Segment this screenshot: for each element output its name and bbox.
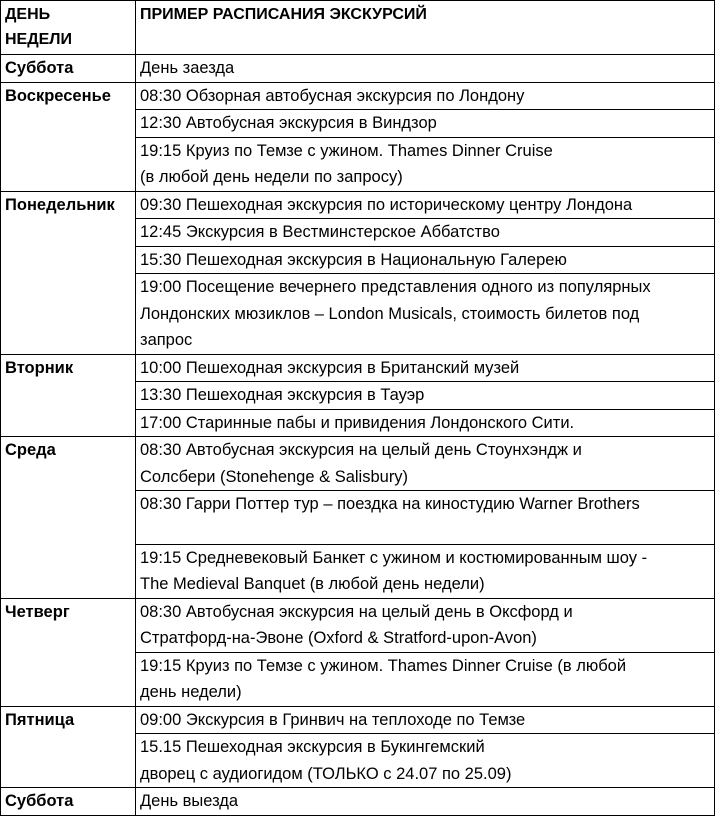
event-cell: 17:00 Старинные пабы и привидения Лондонского Сити. xyxy=(136,409,715,437)
event-line: 19:15 Круиз по Темзе с ужином. Thames Dinner Cruise (в любой xyxy=(140,656,627,675)
event-cell: 13:30 Пешеходная экскурсия в Тауэр xyxy=(136,382,715,410)
table-row xyxy=(1,437,715,491)
day-cell: Воскресенье xyxy=(1,82,136,191)
event-line: (в любой день недели по запросу) xyxy=(140,168,403,186)
day-cell: Понедельник xyxy=(1,191,136,354)
event-cell xyxy=(136,734,715,788)
event-cell: 12:30 Автобусная экскурсия в Виндзор xyxy=(136,110,715,138)
event-cell xyxy=(136,137,715,191)
event-cell: День выезда xyxy=(136,788,715,816)
day-cell: Среда xyxy=(1,437,136,599)
table-row xyxy=(1,598,715,652)
blank-line xyxy=(140,518,712,544)
event-cell: День заезда xyxy=(136,55,715,83)
event-line: Солсбери (Stonehenge & Salisbury) xyxy=(140,467,409,486)
day-cell: Четверг xyxy=(1,598,136,706)
event-cell xyxy=(136,598,715,652)
table-row xyxy=(1,354,715,382)
event-line: 08:30 Автобусная экскурсия на целый день в Оксфорд и xyxy=(140,602,573,621)
event-cell: 08:30 Обзорная автобусная экскурсия по Лондону xyxy=(136,82,715,110)
table-row xyxy=(1,82,715,110)
event-line: Стратфорд-на-Эвоне (Oxford & Stratford-upon-Avon) xyxy=(140,629,537,647)
event-cell: 10:00 Пешеходная экскурсия в Британский музей xyxy=(136,354,715,382)
table-row xyxy=(1,788,715,816)
event-line: 08:30 Автобусная экскурсия на целый день Стоунхэндж и xyxy=(140,441,582,459)
header-title: ПРИМЕР РАСПИСАНИЯ ЭКСКУРСИЙ xyxy=(136,1,715,55)
event-line: 19:15 Средневековый Банкет с ужином и костюмированным шоу - xyxy=(140,548,648,567)
table-row xyxy=(1,55,715,83)
table-row xyxy=(1,706,715,734)
day-cell: Пятница xyxy=(1,706,136,788)
event-cell xyxy=(136,491,715,545)
event-cell xyxy=(136,437,715,491)
event-cell xyxy=(136,544,715,598)
day-cell: Вторник xyxy=(1,354,136,437)
event-cell: 15:30 Пешеходная экскурсия в Национальную Галерею xyxy=(136,246,715,274)
event-line: день недели) xyxy=(140,683,242,701)
event-line: 19:15 Круиз по Темзе с ужином. Thames Dinner Cruise xyxy=(140,141,553,160)
event-cell: 12:45 Экскурсия в Вестминстерское Аббатство xyxy=(136,219,715,247)
day-cell: Суббота xyxy=(1,788,136,816)
header-row xyxy=(1,1,715,55)
header-day-line2: НЕДЕЛИ xyxy=(5,31,73,48)
header-day-cell xyxy=(1,1,136,55)
event-line: Лондонских мюзиклов – London Musicals, стоимость билетов под xyxy=(140,304,640,323)
event-cell: 09:30 Пешеходная экскурсия по историческому центру Лондона xyxy=(136,191,715,219)
event-line: запрос xyxy=(140,331,193,349)
event-line: 15.15 Пешеходная экскурсия в Букингемский xyxy=(140,738,485,756)
event-cell: 09:00 Экскурсия в Гринвич на теплоходе по Темзе xyxy=(136,706,715,734)
header-day-line1: ДЕНЬ xyxy=(5,6,51,23)
event-line: 19:00 Посещение вечернего представления одного из популярных xyxy=(140,278,651,296)
event-cell xyxy=(136,652,715,706)
day-cell: Суббота xyxy=(1,55,136,83)
table-row xyxy=(1,191,715,219)
event-line: дворец с аудиогидом (ТОЛЬКО с 24.07 по 25.09) xyxy=(140,764,512,783)
event-line: 08:30 Гарри Поттер тур – поездка на киностудию Warner Brothers xyxy=(140,495,640,513)
event-cell xyxy=(136,274,715,355)
event-line: The Medieval Banquet (в любой день недели) xyxy=(140,575,485,593)
